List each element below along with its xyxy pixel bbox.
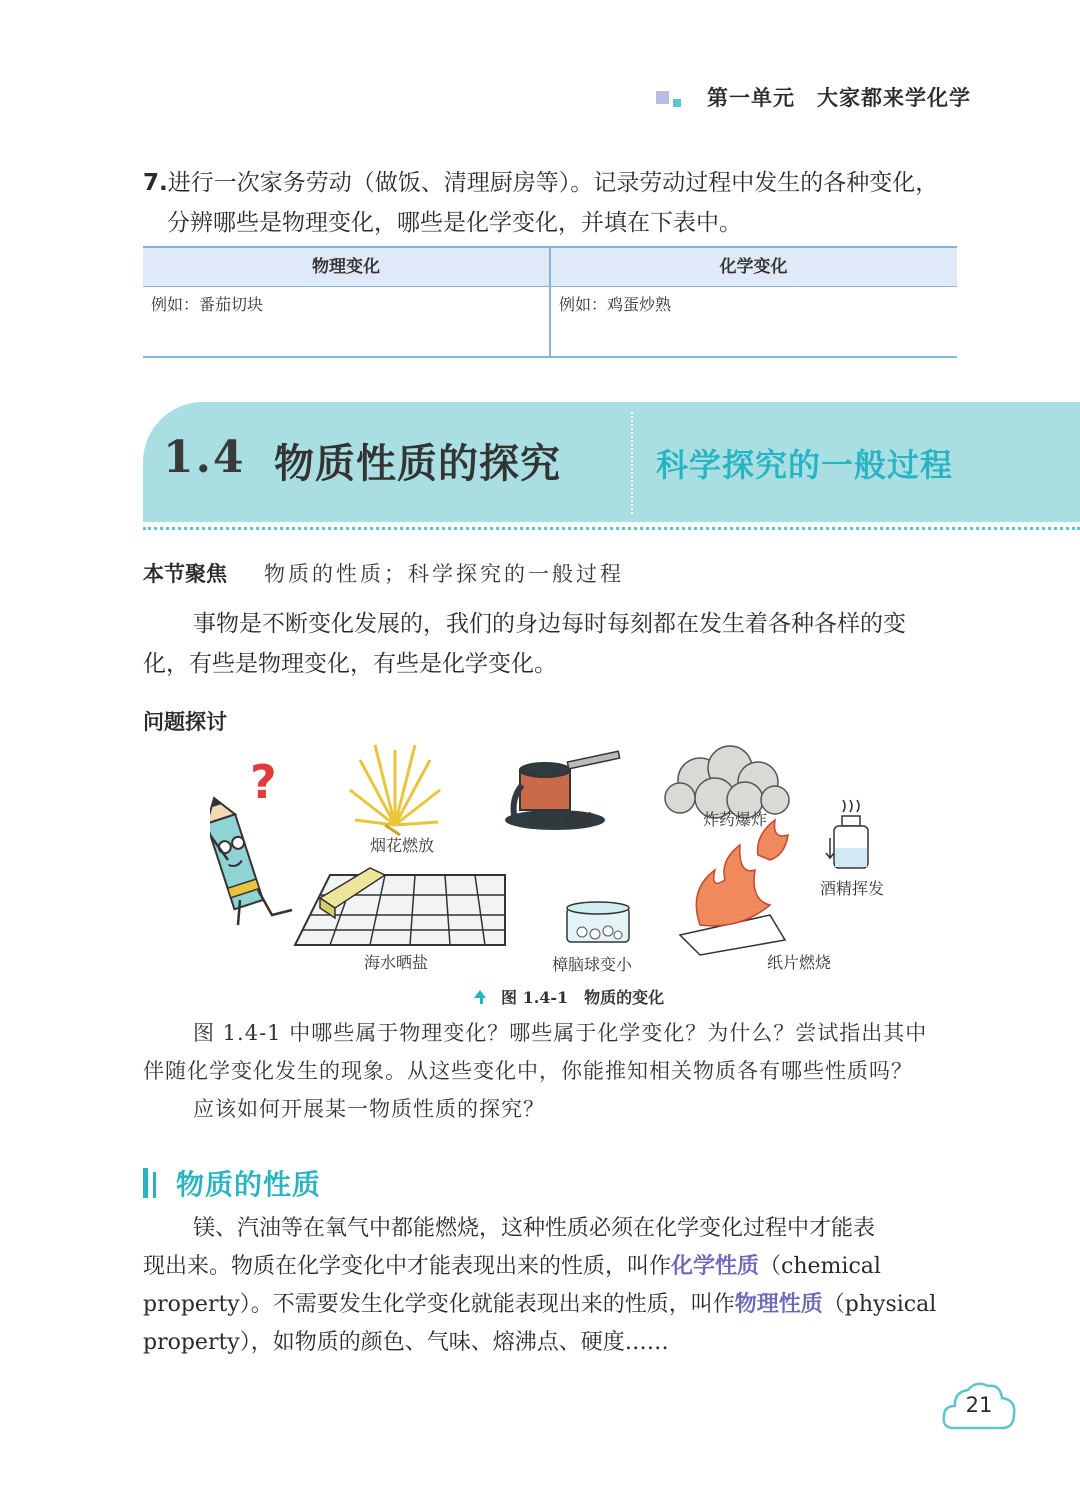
svg-text:?: ? xyxy=(250,755,277,809)
question-line-3: 应该如何开展某一物质性质的探究？ xyxy=(193,1097,545,1121)
figure-material-changes xyxy=(210,740,910,985)
body-line-2-a: 现出来。物质在化学变化中才能表现出来的性质，叫作 xyxy=(143,1254,672,1279)
label-camphor: 樟脑球变小 xyxy=(552,955,633,974)
label-paper: 纸片燃烧 xyxy=(767,953,832,972)
section-number: 1.4 xyxy=(163,432,246,483)
body-line-3-a: property）。不需要发生化学变化就能表现出来的性质，叫作 xyxy=(143,1292,735,1317)
caption-arrow-stem xyxy=(480,997,483,1004)
change-table xyxy=(143,246,957,358)
table-header-chemical: 化学变化 xyxy=(719,257,788,277)
term-physical-property: 物理性质 xyxy=(734,1292,823,1317)
discussion-label: 问题探讨 xyxy=(143,710,227,734)
exercise-line-1 xyxy=(143,163,963,203)
intro-line-2: 化，有些是物理变化，有些是化学变化。 xyxy=(143,651,557,677)
body-line-3 xyxy=(143,1286,963,1324)
camphor-dish-icon xyxy=(567,902,629,942)
exercise-text-1: 进行一次家务劳动（做饭、清理厨房等）。记录劳动过程中发生的各种变化， xyxy=(167,170,939,196)
exercise-number: 7. xyxy=(143,170,168,196)
subsection-bar-icon xyxy=(143,1168,148,1198)
section-title: 物质性质的探究 xyxy=(274,440,561,487)
table-divider xyxy=(549,248,551,356)
pencil-character-icon xyxy=(210,755,292,925)
page-number: 21 xyxy=(965,1393,993,1417)
alcohol-bottle-icon xyxy=(826,800,868,868)
label-asphalt: 沥青凝固 xyxy=(528,810,593,829)
term-chemical-property: 化学性质 xyxy=(671,1254,760,1279)
table-header-physical: 物理变化 xyxy=(312,257,380,277)
question-line-1: 图 1.4-1 中哪些属于物理变化？哪些属于化学变化？为什么？尝试指出其中 xyxy=(193,1021,928,1045)
body-line-2 xyxy=(143,1248,963,1286)
banner-dotted-line xyxy=(143,527,1080,530)
question-line-2: 伴随化学变化发生的现象。从这些变化中，你能推知相关物质各有哪些性质吗？ xyxy=(143,1059,913,1083)
burning-paper-icon xyxy=(680,820,788,955)
exercise-line-2: 分辨哪些是物理变化，哪些是化学变化，并填在下表中。 xyxy=(167,210,742,236)
intro-line-1: 事物是不断变化发展的，我们的身边每时每刻都在发生着各种各样的变 xyxy=(193,611,906,637)
unit-title: 第一单元 大家都来学化学 xyxy=(707,86,971,110)
section-subtitle: 科学探究的一般过程 xyxy=(656,446,954,484)
label-explosion: 炸药爆炸 xyxy=(703,810,768,829)
subsection-bar-thin-icon xyxy=(153,1172,156,1198)
label-salt: 海水晒盐 xyxy=(364,953,429,972)
figure-illustration xyxy=(210,740,910,985)
body-line-2-b: （chemical xyxy=(759,1254,881,1279)
figure-caption-text: 图 1.4-1 物质的变化 xyxy=(501,988,665,1007)
subsection-title: 物质的性质 xyxy=(176,1168,322,1201)
unit-header xyxy=(656,82,971,112)
table-cell-physical-example: 例如：番茄切块 xyxy=(151,295,264,314)
sea-salt-icon xyxy=(295,868,505,945)
header-square-small-icon xyxy=(673,99,681,107)
body-line-1: 镁、汽油等在氧气中都能燃烧，这种性质必须在化学变化过程中才能表 xyxy=(193,1216,876,1241)
header-square-icon xyxy=(656,91,669,104)
label-alcohol: 酒精挥发 xyxy=(820,879,885,898)
label-fireworks: 烟花燃放 xyxy=(370,836,435,855)
figure-caption xyxy=(474,985,664,1008)
banner-separator xyxy=(631,412,633,514)
focus-label: 本节聚焦 xyxy=(143,562,227,586)
focus-text: 物质的性质；科学探究的一般过程 xyxy=(264,562,624,586)
body-line-4: property），如物质的颜色、气味、熔沸点、硬度…… xyxy=(143,1330,669,1355)
fireworks-icon xyxy=(350,745,440,835)
table-cell-chemical-example: 例如：鸡蛋炒熟 xyxy=(559,295,672,314)
body-line-3-b: （physical xyxy=(822,1292,937,1317)
